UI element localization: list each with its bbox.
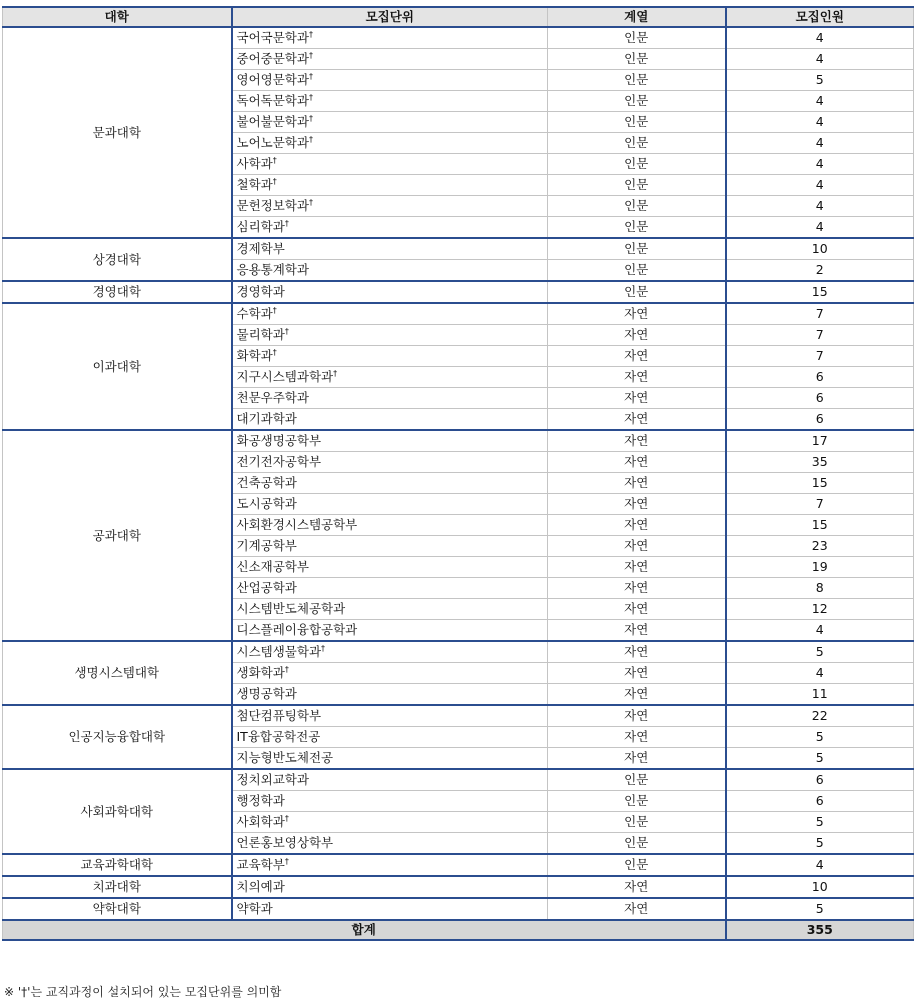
track-cell: 인문 — [548, 854, 726, 876]
unit-name: 언론홍보영상학부 — [236, 835, 334, 850]
teacher-course-mark: † — [333, 369, 338, 378]
unit-cell — [232, 49, 548, 70]
track-cell: 인문 — [548, 281, 726, 303]
track-cell: 자연 — [548, 620, 726, 642]
table-row — [3, 705, 914, 727]
track-cell: 자연 — [548, 748, 726, 770]
count-cell: 7 — [726, 346, 914, 367]
unit-cell — [232, 452, 548, 473]
unit-name: 행정학과 — [236, 793, 285, 808]
college-cell: 이과대학 — [3, 303, 232, 430]
table-row — [3, 281, 914, 303]
college-cell: 치과대학 — [3, 876, 232, 898]
header-count: 모집인원 — [726, 7, 914, 27]
count-cell: 5 — [726, 641, 914, 663]
count-cell: 10 — [726, 238, 914, 260]
count-cell: 35 — [726, 452, 914, 473]
unit-name: IT융합공학전공 — [236, 729, 321, 744]
track-cell: 인문 — [548, 833, 726, 855]
unit-cell — [232, 684, 548, 706]
track-cell: 자연 — [548, 578, 726, 599]
college-cell: 사회과학대학 — [3, 769, 232, 854]
table-row — [3, 876, 914, 898]
count-cell: 11 — [726, 684, 914, 706]
teacher-course-mark: † — [308, 114, 313, 123]
count-cell: 4 — [726, 196, 914, 217]
teacher-course-mark: † — [308, 72, 313, 81]
track-cell: 인문 — [548, 27, 726, 49]
teacher-course-mark: † — [272, 156, 277, 165]
track-cell: 자연 — [548, 409, 726, 431]
unit-cell — [232, 748, 548, 770]
count-cell: 6 — [726, 769, 914, 791]
teacher-course-mark: † — [284, 219, 289, 228]
unit-name: 사회학과 — [236, 814, 285, 829]
unit-cell — [232, 430, 548, 452]
header-row — [3, 7, 914, 27]
unit-cell — [232, 494, 548, 515]
count-cell: 4 — [726, 91, 914, 112]
unit-cell — [232, 812, 548, 833]
track-cell: 자연 — [548, 430, 726, 452]
track-cell: 자연 — [548, 684, 726, 706]
table-row — [3, 769, 914, 791]
unit-name: 도시공학과 — [236, 496, 297, 511]
track-cell: 자연 — [548, 494, 726, 515]
unit-cell — [232, 769, 548, 791]
unit-cell — [232, 620, 548, 642]
table-row — [3, 303, 914, 325]
unit-name: 기계공학부 — [236, 538, 297, 553]
teacher-course-mark: † — [284, 814, 289, 823]
unit-cell — [232, 473, 548, 494]
track-cell: 인문 — [548, 812, 726, 833]
total-count: 355 — [726, 920, 914, 940]
teacher-course-mark: † — [308, 93, 313, 102]
count-cell: 12 — [726, 599, 914, 620]
unit-cell — [232, 325, 548, 346]
unit-name: 경제학부 — [236, 241, 285, 256]
header-college: 대학 — [3, 7, 232, 27]
count-cell: 17 — [726, 430, 914, 452]
unit-name: 화학과 — [236, 348, 273, 363]
unit-cell — [232, 154, 548, 175]
unit-cell — [232, 876, 548, 898]
unit-name: 노어노문학과 — [236, 135, 309, 150]
track-cell: 자연 — [548, 388, 726, 409]
table-body — [3, 27, 914, 920]
unit-name: 교육학부 — [236, 857, 285, 872]
track-cell: 자연 — [548, 515, 726, 536]
teacher-course-mark: † — [308, 135, 313, 144]
count-cell: 6 — [726, 367, 914, 388]
track-cell: 인문 — [548, 791, 726, 812]
unit-cell — [232, 854, 548, 876]
count-cell: 4 — [726, 27, 914, 49]
unit-name: 산업공학과 — [236, 580, 297, 595]
teacher-course-mark: † — [308, 198, 313, 207]
unit-name: 사학과 — [236, 156, 273, 171]
college-cell: 교육과학대학 — [3, 854, 232, 876]
unit-name: 치의예과 — [236, 879, 285, 894]
count-cell: 15 — [726, 515, 914, 536]
unit-name: 심리학과 — [236, 219, 285, 234]
track-cell: 인문 — [548, 91, 726, 112]
unit-name: 시스템생물학과 — [236, 644, 322, 659]
count-cell: 19 — [726, 557, 914, 578]
unit-cell — [232, 367, 548, 388]
unit-name: 국어국문학과 — [236, 30, 309, 45]
count-cell: 4 — [726, 154, 914, 175]
unit-name: 첨단컴퓨팅학부 — [236, 708, 322, 723]
total-row — [3, 920, 914, 940]
unit-cell — [232, 217, 548, 239]
unit-cell — [232, 91, 548, 112]
teacher-course-mark: † — [308, 30, 313, 39]
track-cell: 자연 — [548, 346, 726, 367]
unit-name: 수학과 — [236, 306, 273, 321]
track-cell: 인문 — [548, 133, 726, 154]
unit-name: 문헌정보학과 — [236, 198, 309, 213]
unit-cell — [232, 175, 548, 196]
count-cell: 5 — [726, 70, 914, 91]
unit-name: 전기전자공학부 — [236, 454, 322, 469]
unit-cell — [232, 536, 548, 557]
track-cell: 자연 — [548, 898, 726, 920]
college-cell: 문과대학 — [3, 27, 232, 238]
unit-cell — [232, 578, 548, 599]
unit-name: 약학과 — [236, 901, 273, 916]
count-cell: 7 — [726, 325, 914, 346]
unit-name: 시스템반도체공학과 — [236, 601, 346, 616]
track-cell: 자연 — [548, 557, 726, 578]
header-track: 계열 — [548, 7, 726, 27]
unit-name: 디스플레이융합공학과 — [236, 622, 358, 637]
count-cell: 15 — [726, 281, 914, 303]
teacher-course-mark: † — [321, 644, 326, 653]
unit-cell — [232, 791, 548, 812]
track-cell: 인문 — [548, 70, 726, 91]
college-cell: 공과대학 — [3, 430, 232, 641]
teacher-course-mark: † — [284, 857, 289, 866]
unit-name: 중어중문학과 — [236, 51, 309, 66]
track-cell: 자연 — [548, 727, 726, 748]
count-cell: 6 — [726, 409, 914, 431]
unit-name: 생화학과 — [236, 665, 285, 680]
count-cell: 5 — [726, 812, 914, 833]
college-cell: 상경대학 — [3, 238, 232, 281]
table-row — [3, 854, 914, 876]
unit-cell — [232, 833, 548, 855]
header-unit: 모집단위 — [232, 7, 548, 27]
track-cell: 자연 — [548, 452, 726, 473]
unit-name: 불어불문학과 — [236, 114, 309, 129]
count-cell: 5 — [726, 748, 914, 770]
college-cell: 경영대학 — [3, 281, 232, 303]
unit-cell — [232, 557, 548, 578]
unit-name: 영어영문학과 — [236, 72, 309, 87]
track-cell: 자연 — [548, 663, 726, 684]
count-cell: 5 — [726, 727, 914, 748]
unit-cell — [232, 599, 548, 620]
unit-cell — [232, 409, 548, 431]
college-cell: 약학대학 — [3, 898, 232, 920]
teacher-course-mark: † — [284, 665, 289, 674]
count-cell: 4 — [726, 112, 914, 133]
unit-name: 지구시스템과학과 — [236, 369, 334, 384]
unit-cell — [232, 346, 548, 367]
unit-cell — [232, 515, 548, 536]
count-cell: 4 — [726, 663, 914, 684]
count-cell: 5 — [726, 898, 914, 920]
count-cell: 7 — [726, 494, 914, 515]
unit-name: 지능형반도체전공 — [236, 750, 334, 765]
teacher-course-mark: † — [272, 177, 277, 186]
unit-cell — [232, 70, 548, 91]
count-cell: 4 — [726, 620, 914, 642]
unit-name: 신소재공학부 — [236, 559, 309, 574]
count-cell: 15 — [726, 473, 914, 494]
table-row — [3, 430, 914, 452]
footnote: ※ '†'는 교직과정이 설치되어 있는 모집단위를 의미함 — [4, 985, 282, 999]
track-cell: 자연 — [548, 705, 726, 727]
track-cell: 자연 — [548, 303, 726, 325]
track-cell: 자연 — [548, 325, 726, 346]
count-cell: 4 — [726, 49, 914, 70]
teacher-course-mark: † — [308, 51, 313, 60]
teacher-course-mark: † — [272, 348, 277, 357]
unit-cell — [232, 303, 548, 325]
college-cell: 인공지능융합대학 — [3, 705, 232, 769]
unit-cell — [232, 260, 548, 282]
track-cell: 인문 — [548, 112, 726, 133]
unit-name: 경영학과 — [236, 284, 285, 299]
admission-table — [2, 6, 914, 941]
track-cell: 인문 — [548, 154, 726, 175]
unit-cell — [232, 112, 548, 133]
unit-name: 화공생명공학부 — [236, 433, 322, 448]
track-cell: 자연 — [548, 641, 726, 663]
teacher-course-mark: † — [272, 306, 277, 315]
track-cell: 인문 — [548, 238, 726, 260]
unit-name: 천문우주학과 — [236, 390, 309, 405]
track-cell: 인문 — [548, 260, 726, 282]
unit-cell — [232, 196, 548, 217]
unit-cell — [232, 898, 548, 920]
unit-cell — [232, 705, 548, 727]
count-cell: 5 — [726, 833, 914, 855]
unit-name: 생명공학과 — [236, 686, 297, 701]
count-cell: 23 — [726, 536, 914, 557]
unit-name: 물리학과 — [236, 327, 285, 342]
track-cell: 자연 — [548, 599, 726, 620]
college-cell: 생명시스템대학 — [3, 641, 232, 705]
unit-name: 철학과 — [236, 177, 273, 192]
count-cell: 6 — [726, 388, 914, 409]
count-cell: 8 — [726, 578, 914, 599]
unit-name: 대기과학과 — [236, 411, 297, 426]
unit-name: 응용통계학과 — [236, 262, 309, 277]
table-row — [3, 238, 914, 260]
unit-name: 정치외교학과 — [236, 772, 309, 787]
count-cell: 2 — [726, 260, 914, 282]
table-row — [3, 898, 914, 920]
unit-cell — [232, 281, 548, 303]
count-cell: 4 — [726, 854, 914, 876]
total-label: 합계 — [3, 920, 726, 940]
track-cell: 인문 — [548, 217, 726, 239]
count-cell: 4 — [726, 175, 914, 196]
track-cell: 자연 — [548, 367, 726, 388]
track-cell: 인문 — [548, 196, 726, 217]
track-cell: 인문 — [548, 49, 726, 70]
count-cell: 10 — [726, 876, 914, 898]
unit-cell — [232, 663, 548, 684]
count-cell: 22 — [726, 705, 914, 727]
track-cell: 자연 — [548, 876, 726, 898]
unit-cell — [232, 238, 548, 260]
track-cell: 자연 — [548, 536, 726, 557]
count-cell: 4 — [726, 217, 914, 239]
unit-name: 건축공학과 — [236, 475, 297, 490]
table-row — [3, 641, 914, 663]
count-cell: 7 — [726, 303, 914, 325]
track-cell: 인문 — [548, 769, 726, 791]
count-cell: 6 — [726, 791, 914, 812]
track-cell: 인문 — [548, 175, 726, 196]
unit-name: 사회환경시스템공학부 — [236, 517, 358, 532]
track-cell: 자연 — [548, 473, 726, 494]
unit-cell — [232, 133, 548, 154]
unit-cell — [232, 641, 548, 663]
unit-name: 독어독문학과 — [236, 93, 309, 108]
unit-cell — [232, 727, 548, 748]
unit-cell — [232, 388, 548, 409]
teacher-course-mark: † — [284, 327, 289, 336]
table-row — [3, 27, 914, 49]
unit-cell — [232, 27, 548, 49]
count-cell: 4 — [726, 133, 914, 154]
